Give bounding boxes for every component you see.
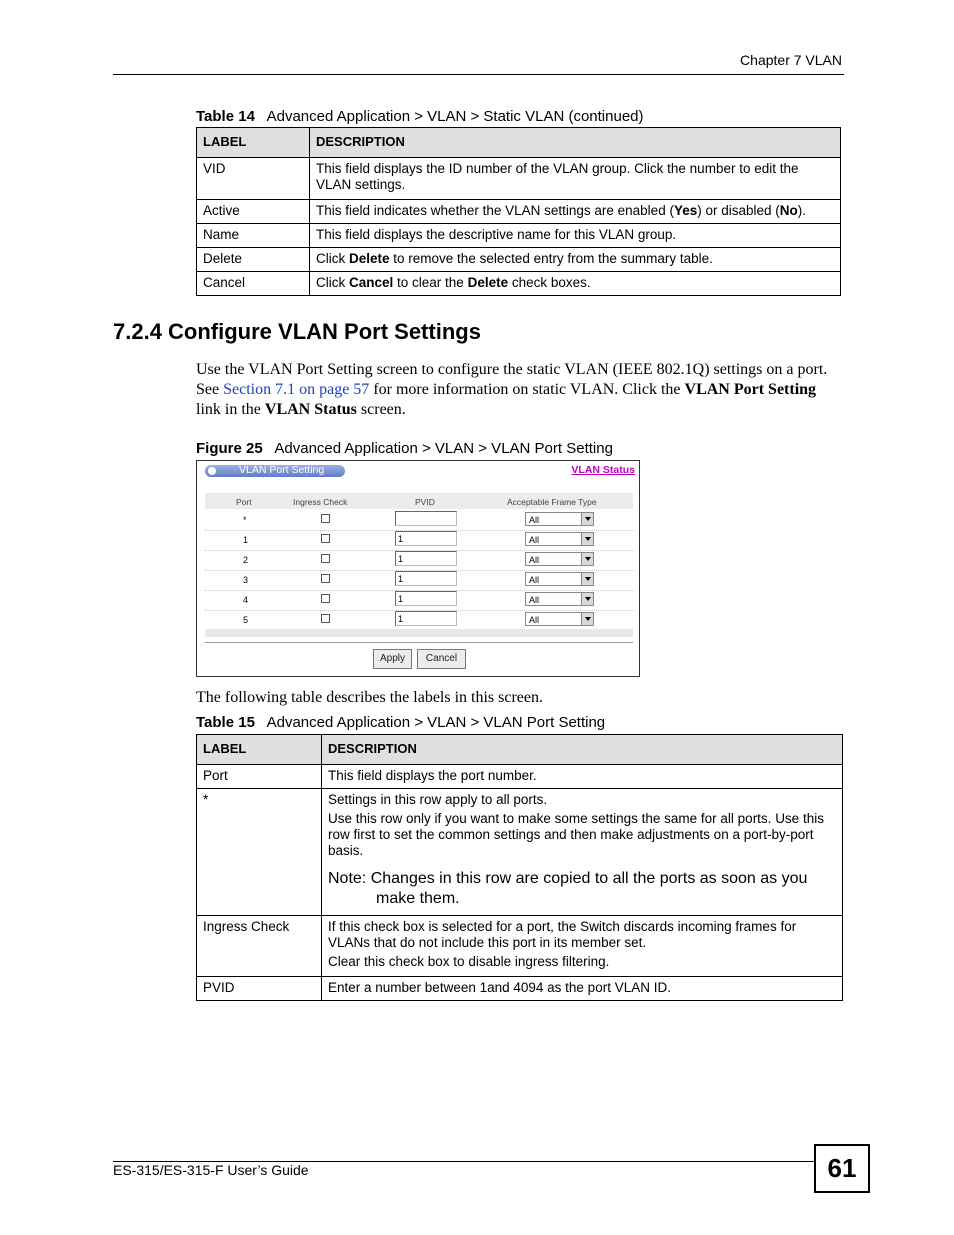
- frame-type-value: All: [529, 575, 540, 585]
- row-description: This field displays the ID number of the VLAN group. Click the number to edit the VLAN settings.: [310, 158, 841, 200]
- desc-bold: No: [779, 203, 798, 218]
- table15-caption-text: Advanced Application > VLAN > VLAN Port Setting: [266, 714, 606, 731]
- vlan-port-setting-screenshot: [196, 460, 640, 677]
- desc-text: to remove the selected entry from the summary table.: [389, 251, 713, 266]
- page-number: 61: [814, 1144, 870, 1193]
- frame-type-value: All: [529, 615, 540, 625]
- port-row-all: [205, 511, 633, 531]
- port-number: 2: [243, 555, 249, 565]
- port-row: [205, 551, 633, 571]
- table-row: [197, 224, 841, 248]
- row-label: PVID: [197, 977, 322, 1001]
- intro-text: screen.: [356, 401, 406, 418]
- figure25-caption-text: Advanced Application > VLAN > VLAN Port Setting: [274, 440, 613, 457]
- port-number: 3: [243, 575, 249, 585]
- row-description: [310, 248, 841, 272]
- table-row: [197, 158, 841, 200]
- row-label: Cancel: [197, 272, 310, 296]
- port-table-header: [205, 493, 633, 509]
- desc-text: check boxes.: [508, 275, 591, 290]
- cancel-button[interactable]: Cancel: [417, 649, 466, 669]
- desc-text: This field indicates whether the VLAN settings are enabled (: [316, 203, 674, 218]
- desc-bold: Cancel: [349, 275, 394, 290]
- desc-bold: Delete: [349, 251, 390, 266]
- chevron-down-icon: [581, 613, 593, 625]
- desc-text: Click: [316, 275, 349, 290]
- port-row: [205, 571, 633, 591]
- frame-type-select[interactable]: [525, 552, 594, 566]
- header-rule: [113, 74, 844, 75]
- port-row: [205, 611, 633, 631]
- desc-paragraph: Clear this check box to disable ingress filtering.: [328, 954, 610, 969]
- table14-caption: [196, 108, 644, 125]
- frame-type-value: All: [529, 595, 540, 605]
- table15-caption: [196, 714, 605, 731]
- frame-type-select[interactable]: [525, 512, 594, 526]
- table14-caption-number: Table 14: [196, 108, 255, 125]
- footer-guide-title: ES-315/ES-315-F User’s Guide: [113, 1162, 309, 1178]
- row-description: [322, 789, 843, 916]
- row-description: [322, 916, 843, 977]
- table-row: [197, 765, 843, 789]
- desc-paragraph: Settings in this row apply to all ports.: [328, 792, 548, 807]
- desc-bold: Delete: [467, 275, 509, 290]
- frame-type-select[interactable]: [525, 532, 594, 546]
- intro-bold: VLAN Status: [264, 401, 357, 418]
- screen-title-tab: [205, 465, 345, 477]
- intro-text: for more information on static VLAN. Click the: [369, 381, 685, 398]
- row-description: [310, 200, 841, 224]
- intro-text: link in the: [196, 401, 265, 418]
- table-header-row: [197, 128, 841, 158]
- row-label: Port: [197, 765, 322, 789]
- figure25-caption-number: Figure 25: [196, 440, 263, 457]
- port-number: *: [243, 515, 247, 525]
- section-link[interactable]: Section 7.1 on page 57: [223, 381, 370, 398]
- figure25-caption: [196, 440, 613, 457]
- ingress-checkbox[interactable]: [321, 574, 330, 583]
- port-number: 4: [243, 595, 249, 605]
- intro-bold: VLAN Port Setting: [684, 381, 817, 398]
- ingress-checkbox[interactable]: [321, 594, 330, 603]
- chevron-down-icon: [581, 593, 593, 605]
- pvid-input[interactable]: 1: [395, 551, 457, 566]
- table-row: [197, 200, 841, 224]
- table15-caption-number: Table 15: [196, 714, 255, 731]
- row-description: This field displays the port number.: [322, 765, 843, 789]
- pvid-input[interactable]: [395, 511, 457, 526]
- pvid-input[interactable]: 1: [395, 611, 457, 626]
- note-line: make them.: [376, 890, 460, 907]
- ingress-checkbox[interactable]: [321, 534, 330, 543]
- ingress-checkbox[interactable]: [321, 514, 330, 523]
- row-description: Enter a number between 1and 4094 as the port VLAN ID.: [322, 977, 843, 1001]
- chevron-down-icon: [581, 513, 593, 525]
- screen-title: VLAN Port Setting: [239, 464, 325, 476]
- port-row: [205, 531, 633, 551]
- frame-type-value: All: [529, 535, 540, 545]
- frame-type-value: All: [529, 555, 540, 565]
- apply-button[interactable]: Apply: [373, 649, 412, 669]
- port-header: Port: [236, 497, 252, 507]
- divider: [205, 642, 633, 643]
- desc-text: ) or disabled (: [697, 203, 780, 218]
- row-label: *: [197, 789, 322, 916]
- row-label: Name: [197, 224, 310, 248]
- table-header-row: [197, 735, 843, 765]
- frame-type-header: Acceptable Frame Type: [507, 497, 597, 507]
- desc-paragraph: Use this row only if you want to make some settings the same for all ports. Use this row first to set the common settings and then make adjustments on a port-by-port basis.: [328, 811, 824, 858]
- frame-type-select[interactable]: [525, 572, 594, 586]
- table-row: [197, 272, 841, 296]
- label-header: LABEL: [197, 735, 322, 765]
- description-header: DESCRIPTION: [322, 735, 843, 765]
- ingress-header: Ingress Check: [293, 497, 348, 507]
- table-row: [197, 916, 843, 977]
- desc-text: to clear the: [393, 275, 468, 290]
- table14: [196, 127, 841, 296]
- row-label: Active: [197, 200, 310, 224]
- chevron-down-icon: [581, 573, 593, 585]
- frame-type-select[interactable]: [525, 592, 594, 606]
- row-label: Delete: [197, 248, 310, 272]
- tab-bullet-icon: [208, 467, 216, 475]
- vlan-status-link[interactable]: VLAN Status: [571, 464, 635, 476]
- intro-paragraph: [196, 360, 842, 420]
- pvid-input[interactable]: 1: [395, 571, 457, 586]
- port-number: 1: [243, 535, 249, 545]
- frame-type-select[interactable]: [525, 612, 594, 626]
- table-row: [197, 248, 841, 272]
- note-line: Note: Changes in this row are copied to all the ports as soon as you: [328, 870, 808, 887]
- pvid-input[interactable]: 1: [395, 591, 457, 606]
- table-row: [197, 789, 843, 916]
- note: [328, 869, 836, 909]
- desc-bold: Yes: [673, 203, 698, 218]
- table15: [196, 734, 843, 1001]
- table-footer-bar: [205, 629, 633, 637]
- chevron-down-icon: [581, 553, 593, 565]
- table14-caption-text: Advanced Application > VLAN > Static VLAN (continued): [266, 108, 644, 125]
- section-title: 7.2.4 Configure VLAN Port Settings: [113, 319, 481, 344]
- port-number: 5: [243, 615, 249, 625]
- ingress-checkbox[interactable]: [321, 554, 330, 563]
- port-row: [205, 591, 633, 611]
- pvid-input[interactable]: 1: [395, 531, 457, 546]
- desc-text: Click: [316, 251, 349, 266]
- desc-paragraph: If this check box is selected for a port, the Switch discards incoming frames for VLANs that do not include this port in its member set.: [328, 919, 797, 950]
- following-text: The following table describes the labels in this screen.: [196, 689, 544, 706]
- pvid-header: PVID: [415, 497, 435, 507]
- frame-type-value: All: [529, 515, 540, 525]
- chapter-header: Chapter 7 VLAN: [740, 52, 842, 68]
- label-header: LABEL: [197, 128, 310, 158]
- row-label: VID: [197, 158, 310, 200]
- intro-text: Use the VLAN Port Setting screen to configure the static VLAN (IEEE 802.1Q) settings on a port. See: [196, 361, 828, 398]
- desc-text: ).: [797, 203, 807, 218]
- ingress-checkbox[interactable]: [321, 614, 330, 623]
- description-header: DESCRIPTION: [310, 128, 841, 158]
- row-label: Ingress Check: [197, 916, 322, 977]
- table-row: [197, 977, 843, 1001]
- row-description: This field displays the descriptive name for this VLAN group.: [310, 224, 841, 248]
- chevron-down-icon: [581, 533, 593, 545]
- row-description: [310, 272, 841, 296]
